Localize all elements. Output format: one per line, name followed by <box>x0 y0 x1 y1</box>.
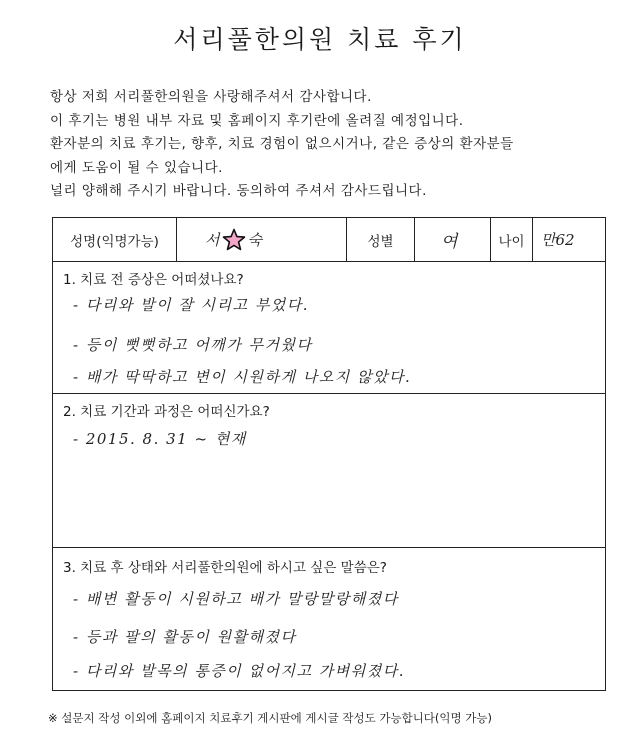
name-value-cell[interactable] <box>177 218 347 261</box>
question-1-section[interactable] <box>53 262 605 394</box>
gender-value: 여 <box>441 232 458 252</box>
answer-line: - 배변 활동이 시원하고 배가 말랑말랑해졌다 <box>73 590 399 608</box>
age-value-cell[interactable] <box>533 218 605 261</box>
answer-line: - 2015. 8. 31 ~ 현재 <box>73 430 247 448</box>
footnote: ※ 설문지 작성 이외에 홈페이지 치료후기 게시판에 게시글 작성도 가능합니다(익명 가능) <box>48 711 492 725</box>
answer-line: - 등과 팔의 활동이 원활해졌다 <box>73 628 297 646</box>
name-value-right: 숙 <box>247 231 262 249</box>
age-value: 만62 <box>541 231 575 249</box>
question-1: 1. 치료 전 증상은 어떠셨나요? <box>63 272 244 288</box>
intro-line: 널리 양해해 주시기 바랍니다. 동의하여 주셔서 감사드립니다. <box>50 183 427 199</box>
age-label: 나이 <box>491 218 533 261</box>
gender-value-cell[interactable] <box>415 218 491 261</box>
answer-line: - 다리와 발이 잘 시리고 부었다. <box>73 296 310 314</box>
question-2-section[interactable] <box>53 394 605 548</box>
star-icon <box>222 228 246 252</box>
question-3-section[interactable] <box>53 548 605 690</box>
intro-line: 환자분의 치료 후기는, 향후, 치료 경험이 없으시거나, 같은 증상의 환자분들 <box>50 136 514 152</box>
intro-line: 항상 저희 서리풀한의원을 사랑해주셔서 감사합니다. <box>50 89 372 105</box>
answer-line: - 등이 뻣뻣하고 어깨가 무거웠다 <box>73 336 313 354</box>
intro-line: 이 후기는 병원 내부 자료 및 홈페이지 후기란에 올려질 예정입니다. <box>50 112 464 129</box>
answer-line: - 다리와 발목의 통증이 없어지고 가벼워졌다. <box>73 662 405 680</box>
name-label: 성명(익명가능) <box>53 218 177 261</box>
intro-line: 에게 도움이 될 수 있습니다. <box>50 159 223 176</box>
form-header-row <box>53 218 605 262</box>
name-value-left: 서 <box>205 231 220 249</box>
question-2: 2. 치료 기간과 과정은 어떠신가요? <box>63 404 270 420</box>
answer-line: - 배가 딱딱하고 변이 시원하게 나오지 않았다. <box>73 368 412 386</box>
review-form <box>52 217 606 691</box>
page-title: 서리풀한의원 치료 후기 <box>173 25 467 54</box>
gender-label: 성별 <box>347 218 415 261</box>
intro-text <box>50 86 630 204</box>
question-3: 3. 치료 후 상태와 서리풀한의원에 하시고 싶은 말씀은? <box>63 560 387 576</box>
